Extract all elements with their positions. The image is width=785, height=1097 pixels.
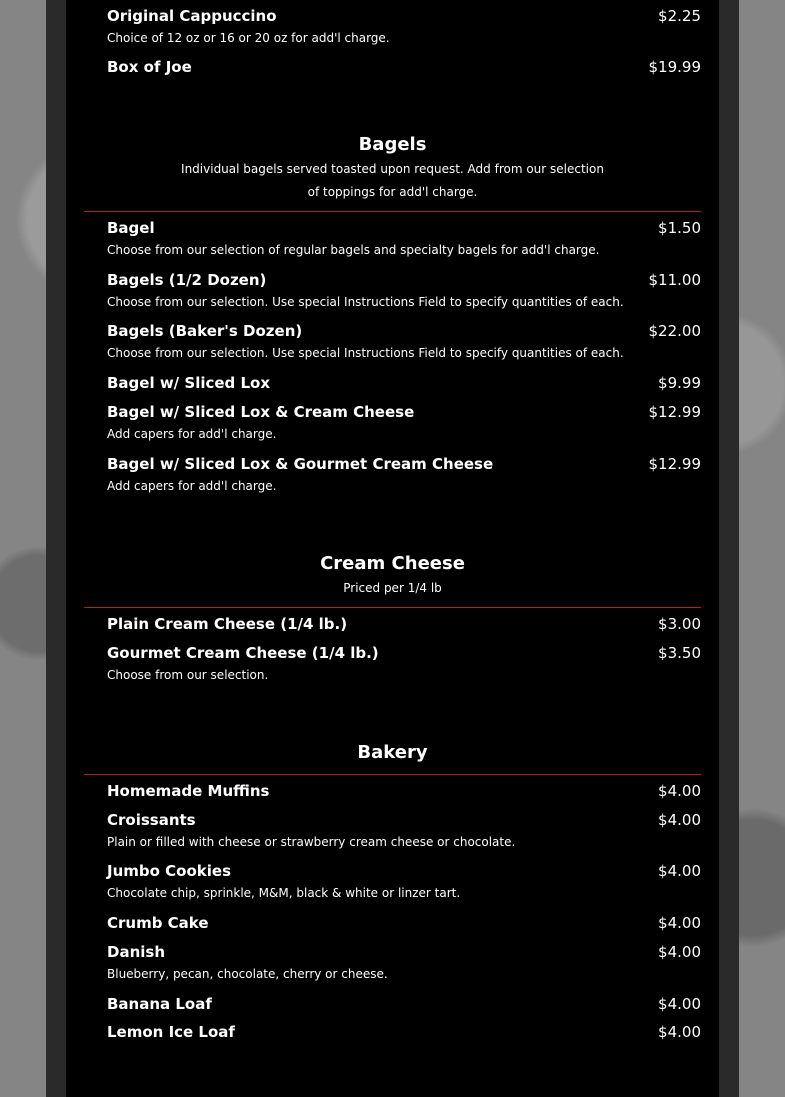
item-price: $4.00 [658,811,701,829]
item-description: Choose from our selection. [107,668,269,682]
item-name: Bagel w/ Sliced Lox & Gourmet Cream Cheese [107,455,494,473]
section-divider [84,774,701,775]
item-price: $4.00 [658,995,701,1013]
item-name: Bagels (Baker's Dozen) [107,322,303,340]
item-name: Croissants [107,811,196,829]
item-name: Danish [107,943,166,961]
section-title-cream-cheese: Cream Cheese [320,553,465,574]
item-description: Choose from our selection. Use special Instructions Field to specify quantities of each. [107,346,624,360]
item-name: Bagel w/ Sliced Lox & Cream Cheese [107,403,415,421]
item-price: $19.99 [648,58,701,76]
item-description: Choose from our selection. Use special Instructions Field to specify quantities of each. [107,295,624,309]
item-name: Lemon Ice Loaf [107,1023,235,1041]
item-name: Banana Loaf [107,995,212,1013]
section-title-bakery: Bakery [357,742,428,763]
section-description-cream-cheese: Priced per 1/4 lb [343,581,442,595]
item-name: Original Cappuccino [107,7,277,25]
item-price: $12.99 [648,403,701,421]
item-description: Chocolate chip, sprinkle, M&M, black & white or linzer tart. [107,886,461,900]
menu-panel [66,0,719,1097]
item-description: Choose from our selection of regular bagels and specialty bagels for add'l charge. [107,243,600,257]
item-price: $3.50 [658,644,701,662]
section-divider [84,607,701,608]
section-title-bagels: Bagels [358,134,427,155]
item-price: $11.00 [648,271,701,289]
item-price: $22.00 [648,322,701,340]
item-price: $9.99 [658,374,701,392]
item-price: $3.00 [658,615,701,633]
item-price: $4.00 [658,1023,701,1041]
item-description: Add capers for add'l charge. [107,479,277,493]
item-name: Crumb Cake [107,914,209,932]
item-name: Gourmet Cream Cheese (1/4 lb.) [107,644,379,662]
item-description: Choice of 12 oz or 16 or 20 oz for add'l charge. [107,31,390,45]
item-name: Box of Joe [107,58,192,76]
item-name: Bagel [107,219,155,237]
item-price: $12.99 [648,455,701,473]
item-price: $4.00 [658,782,701,800]
item-price: $4.00 [658,914,701,932]
item-price: $4.00 [658,862,701,880]
item-price: $4.00 [658,943,701,961]
section-divider [84,211,701,212]
item-price: $1.50 [658,219,701,237]
item-description: Plain or filled with cheese or strawberry cream cheese or chocolate. [107,835,516,849]
item-description: Add capers for add'l charge. [107,427,277,441]
item-price: $2.25 [658,7,701,25]
item-description: Blueberry, pecan, chocolate, cherry or cheese. [107,967,388,981]
item-name: Plain Cream Cheese (1/4 lb.) [107,615,348,633]
item-name: Homemade Muffins [107,782,270,800]
item-name: Bagel w/ Sliced Lox [107,374,271,392]
item-name: Bagels (1/2 Dozen) [107,271,267,289]
section-description-bagels: Individual bagels served toasted upon request. Add from our selection of toppings for add'l charge. [181,162,604,199]
item-name: Jumbo Cookies [107,862,231,880]
